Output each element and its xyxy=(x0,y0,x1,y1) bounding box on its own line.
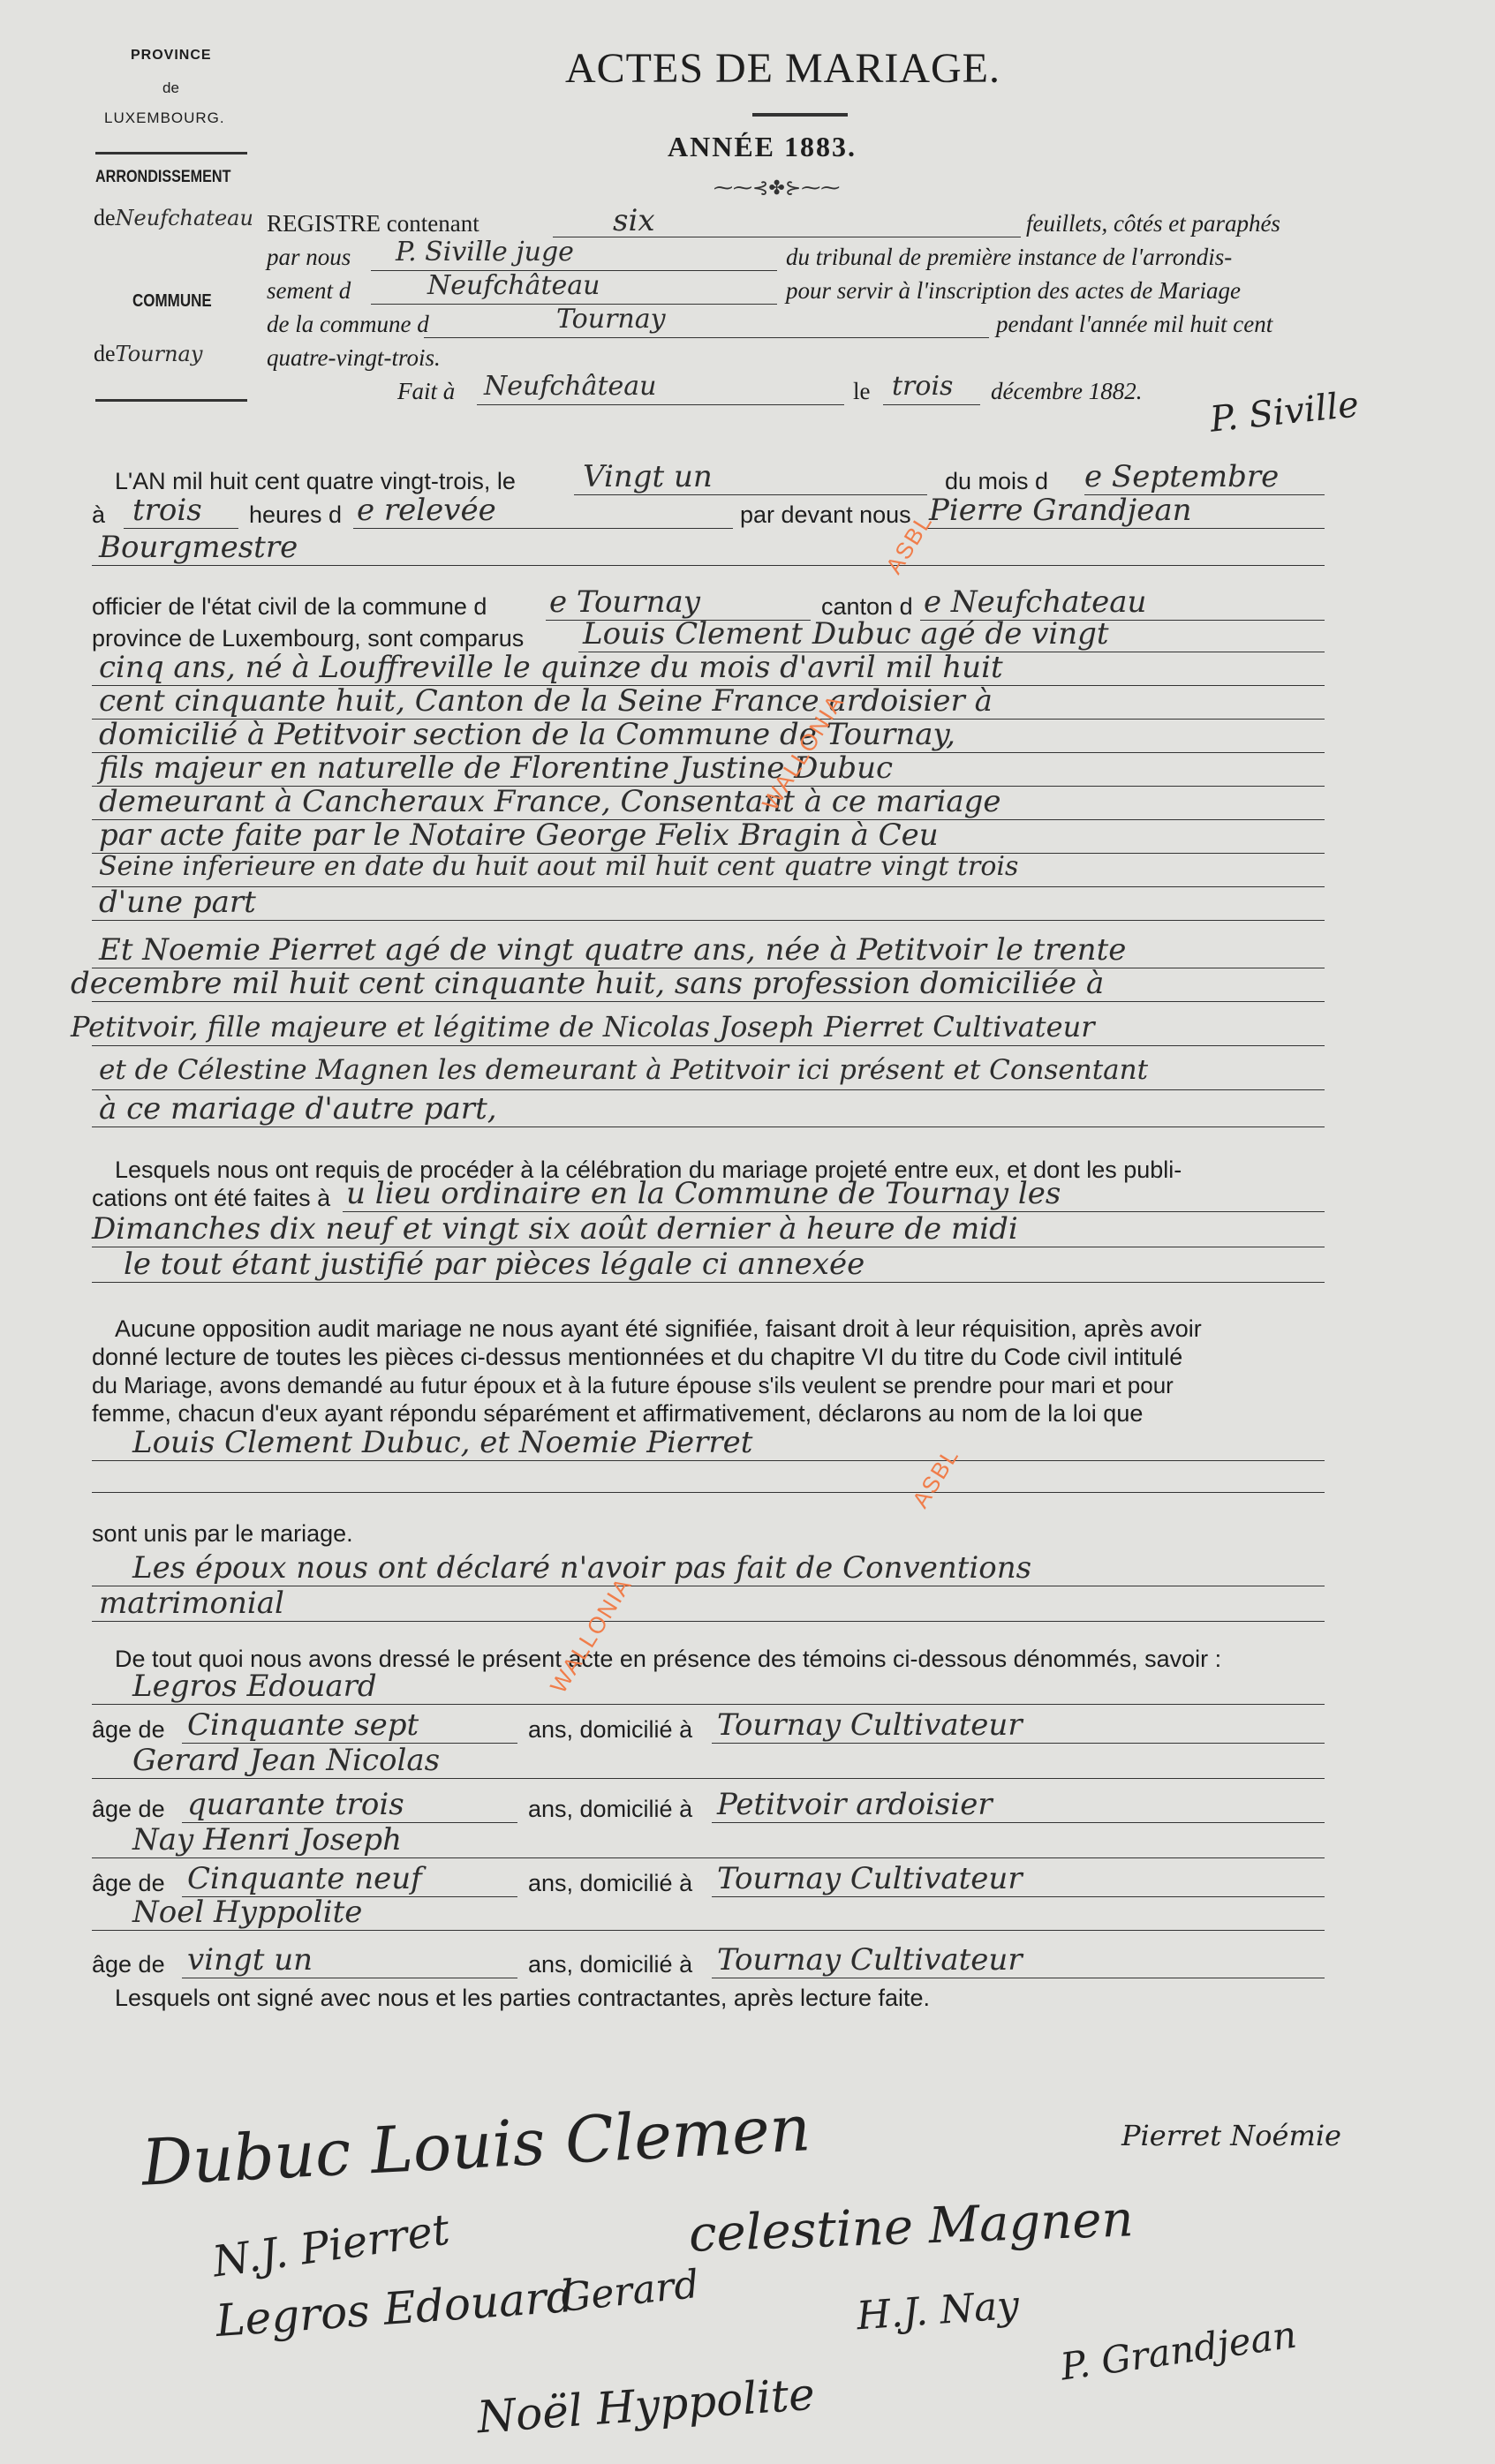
comparant-line: cent cinquante huit, Canton de la Seine France ardoisier à xyxy=(99,683,993,719)
ans-label: ans, domicilié à xyxy=(528,1796,693,1822)
registre-line5: quatre-vingt-trois. xyxy=(267,344,441,371)
opposition-line: femme, chacun d'eux ayant répondu séparément et affirmativement, déclarons au nom de la loi que xyxy=(92,1400,1144,1427)
signature-celestine: celestine Magnen xyxy=(688,2190,1135,2264)
conventions-line: Les époux nous ont déclaré n'avoir pas fait de Conventions xyxy=(132,1550,1032,1586)
rule xyxy=(477,404,844,405)
rule xyxy=(712,1822,1325,1823)
witness-domicile: Tournay Cultivateur xyxy=(717,1942,1023,1978)
comparant-line: demeurant à Cancheraux France, Consentant à ce mariage xyxy=(99,784,1001,819)
registre-line3-label: sement d xyxy=(267,277,351,304)
watermark-text: ASBL xyxy=(906,1443,964,1513)
page-title: ACTES DE MARIAGE. xyxy=(565,45,1000,92)
registre-label: REGISTRE contenant xyxy=(267,210,479,237)
intro-text: L'AN mil huit cent quatre vingt-trois, le xyxy=(115,468,516,494)
rule xyxy=(92,1857,1325,1858)
rule xyxy=(92,1492,1325,1493)
day-value: Vingt un xyxy=(583,459,713,494)
registre-feuillets-value: six xyxy=(613,203,655,238)
comparant-line: domicilié à Petitvoir section de la Commune de Tournay, xyxy=(99,717,955,752)
mois-label: du mois d xyxy=(945,468,1049,494)
witness-name: Gerard Jean Nicolas xyxy=(132,1743,441,1778)
comparant-line: Petitvoir, fille majeure et légitime de Nicolas Joseph Pierret Cultivateur xyxy=(71,1010,1095,1044)
witness-name: Noel Hyppolite xyxy=(132,1895,363,1930)
rule xyxy=(92,1778,1325,1779)
title-rule xyxy=(752,113,848,117)
rule xyxy=(92,1460,1325,1461)
rule xyxy=(92,1621,1325,1622)
registre-line2-end: du tribunal de première instance de l'arrondis- xyxy=(786,244,1233,270)
rule xyxy=(92,1282,1325,1283)
officer-title-value: Bourgmestre xyxy=(99,530,298,565)
age-label: âge de xyxy=(92,1870,165,1896)
canton-value: e Neufchateau xyxy=(924,584,1147,620)
devant-label: par devant nous xyxy=(740,501,911,528)
witness-domicile: Tournay Cultivateur xyxy=(717,1707,1023,1743)
arrondissement-value: Neufchateau xyxy=(115,206,253,230)
requis-text-2: cations ont été faites à xyxy=(92,1185,331,1211)
conventions-line: matrimonial xyxy=(99,1586,284,1621)
rule xyxy=(574,494,927,495)
signature-nay: H.J. Nay xyxy=(855,2282,1021,2340)
commune-value: e Tournay xyxy=(549,584,700,620)
month-value: e Septembre xyxy=(1084,459,1280,494)
signature-noel: Noël Hyppolite xyxy=(475,2368,817,2444)
ans-label: ans, domicilié à xyxy=(528,1951,693,1978)
commune-value: Tournay xyxy=(115,342,203,366)
rule xyxy=(92,1045,1325,1046)
registre-line2-label: par nous xyxy=(267,244,351,270)
divider xyxy=(95,399,247,402)
ans-label: ans, domicilié à xyxy=(528,1870,693,1896)
fait-label: Fait à xyxy=(397,378,456,404)
province-comparus-label: province de Luxembourg, sont comparus xyxy=(92,625,525,652)
province-line2: de xyxy=(162,79,179,96)
witness-domicile: Petitvoir ardoisier xyxy=(717,1787,993,1822)
registre-commune-value: Tournay xyxy=(556,304,666,335)
publications-line: u lieu ordinaire en la Commune de Tournay les xyxy=(346,1176,1061,1211)
comparant-line: Louis Clement Dubuc agé de vingt xyxy=(583,616,1109,652)
year-heading: ANNÉE 1883. xyxy=(668,131,857,162)
closing-text: Lesquels ont signé avec nous et les parties contractantes, après lecture faite. xyxy=(115,1985,931,2011)
rule xyxy=(353,528,733,529)
rule xyxy=(92,1001,1325,1002)
rule xyxy=(712,1743,1325,1744)
signature-legros: Legros Edouard xyxy=(214,2270,577,2347)
le-value: trois xyxy=(892,371,954,402)
witness-domicile: Tournay Cultivateur xyxy=(717,1861,1023,1896)
officier-label: officier de l'état civil de la commune d xyxy=(92,593,487,620)
rule xyxy=(92,1930,1325,1931)
watermark-text: WALLONIA xyxy=(544,1571,638,1699)
province-line1: PROVINCE xyxy=(131,48,212,63)
commune-field xyxy=(94,341,202,367)
rule xyxy=(124,528,238,529)
arrondissement-prefix: de xyxy=(94,205,116,230)
comparant-line: d'une part xyxy=(99,885,256,920)
registre-arrondissement-value: Neufchâteau xyxy=(427,270,600,301)
comparant-line: cinq ans, né à Louffreville le quinze du mois d'avril mil huit xyxy=(99,650,1003,685)
ans-label: ans, domicilié à xyxy=(528,1716,693,1743)
opposition-line: donné lecture de toutes les pièces ci-dessus mentionnées et du chapitre VI du titre du Code civil intitulé xyxy=(92,1344,1183,1370)
signature-pierret-noemie: Pierret Noémie xyxy=(1121,2119,1341,2152)
rule xyxy=(883,404,980,405)
registre-line3-end: pour servir à l'inscription des actes de Mariage xyxy=(786,277,1241,304)
signature-dubuc: Dubuc Louis Clemen xyxy=(140,2091,812,2200)
witness-age: Cinquante sept xyxy=(187,1707,419,1743)
officer-name-value: Pierre Grandjean xyxy=(929,493,1192,528)
witness-age: vingt un xyxy=(187,1942,313,1978)
le-label: le xyxy=(853,378,871,404)
witness-age: quarante trois xyxy=(187,1787,404,1822)
heures-label: heures d xyxy=(249,501,343,528)
comparant-line: et de Célestine Magnen les demeurant à Petitvoir ici présent et Consentant xyxy=(99,1054,1149,1086)
watermark-text: WALLONIA xyxy=(756,689,849,816)
registre-judge-value: P. Siville juge xyxy=(396,237,574,267)
divider xyxy=(95,152,247,154)
rule xyxy=(92,1089,1325,1090)
signature-gerard: Gerard xyxy=(557,2261,701,2322)
rule xyxy=(424,337,989,338)
arrondissement-label: ARRONDISSEMENT xyxy=(95,168,231,186)
commune-label: COMMUNE xyxy=(132,291,212,311)
hour-value: trois xyxy=(132,493,202,528)
judge-signature: P. Siville xyxy=(1208,384,1362,441)
registre-line4-label: de la commune d xyxy=(267,311,429,337)
rule xyxy=(92,886,1325,887)
age-label: âge de xyxy=(92,1951,165,1978)
witness-name: Legros Edouard xyxy=(132,1669,377,1704)
signature-pierret-nj: N.J. Pierret xyxy=(209,2204,453,2287)
comparant-line: à ce mariage d'autre part, xyxy=(99,1091,497,1127)
comparant-line: Seine inferieure en date du huit aout mil huit cent quatre vingt trois xyxy=(99,851,1019,882)
rule xyxy=(925,528,1325,529)
unis-label: sont unis par le mariage. xyxy=(92,1520,353,1547)
temoins-intro: De tout quoi nous avons dressé le présent acte en présence des témoins ci-dessous dénommés, savoir : xyxy=(115,1646,1222,1672)
registre-line1-end: feuillets, côtés et paraphés xyxy=(1026,210,1280,237)
rule xyxy=(712,1896,1325,1897)
age-label: âge de xyxy=(92,1796,165,1822)
commune-prefix: de xyxy=(94,341,116,366)
comparant-line: fils majeur en naturelle de Florentine Justine Dubuc xyxy=(99,750,894,786)
rule xyxy=(92,1704,1325,1705)
watermark-text: ASBL xyxy=(880,509,938,579)
rule xyxy=(92,565,1325,566)
spouses-value: Louis Clement Dubuc, et Noemie Pierret xyxy=(132,1425,753,1460)
province-line3: LUXEMBOURG. xyxy=(104,109,225,126)
comparant-line: par acte faite par le Notaire George Felix Bragin à Ceu xyxy=(99,818,939,853)
opposition-line: du Mariage, avons demandé au futur époux et à la future épouse s'ils veulent se prendre pour mari et pour xyxy=(92,1372,1174,1398)
time-of-day-value: e relevée xyxy=(357,493,496,528)
publications-line: Dimanches dix neuf et vingt six août dernier à heure de midi xyxy=(92,1211,1018,1247)
canton-label: canton d xyxy=(821,593,913,620)
a-label: à xyxy=(92,501,106,528)
arrondissement-field xyxy=(94,205,253,231)
requis-text: Lesquels nous ont requis de procéder à la célébration du mariage projeté entre eux, et dont les publi- xyxy=(115,1157,1182,1183)
rule xyxy=(92,920,1325,921)
date-end: décembre 1882. xyxy=(991,378,1143,404)
fait-value: Neufchâteau xyxy=(484,371,657,402)
signature-grandjean: P. Grandjean xyxy=(1057,2312,1300,2389)
age-label: âge de xyxy=(92,1716,165,1743)
witness-name: Nay Henri Joseph xyxy=(132,1822,402,1857)
comparant-line: decembre mil huit cent cinquante huit, sans profession domiciliée à xyxy=(71,966,1105,1001)
opposition-line: Aucune opposition audit mariage ne nous ayant été signifiée, faisant droit à leur réquisition, après avoir xyxy=(115,1315,1202,1342)
ornament-icon: ⁓⁓⊰✤⊱⁓⁓ xyxy=(714,177,841,199)
comparant-line: Et Noemie Pierret agé de vingt quatre ans, née à Petitvoir le trente xyxy=(99,932,1127,968)
registre-line4-end: pendant l'année mil huit cent xyxy=(996,311,1273,337)
publications-line: le tout étant justifié par pièces légale ci annexée xyxy=(124,1247,865,1282)
witness-age: Cinquante neuf xyxy=(187,1861,422,1896)
